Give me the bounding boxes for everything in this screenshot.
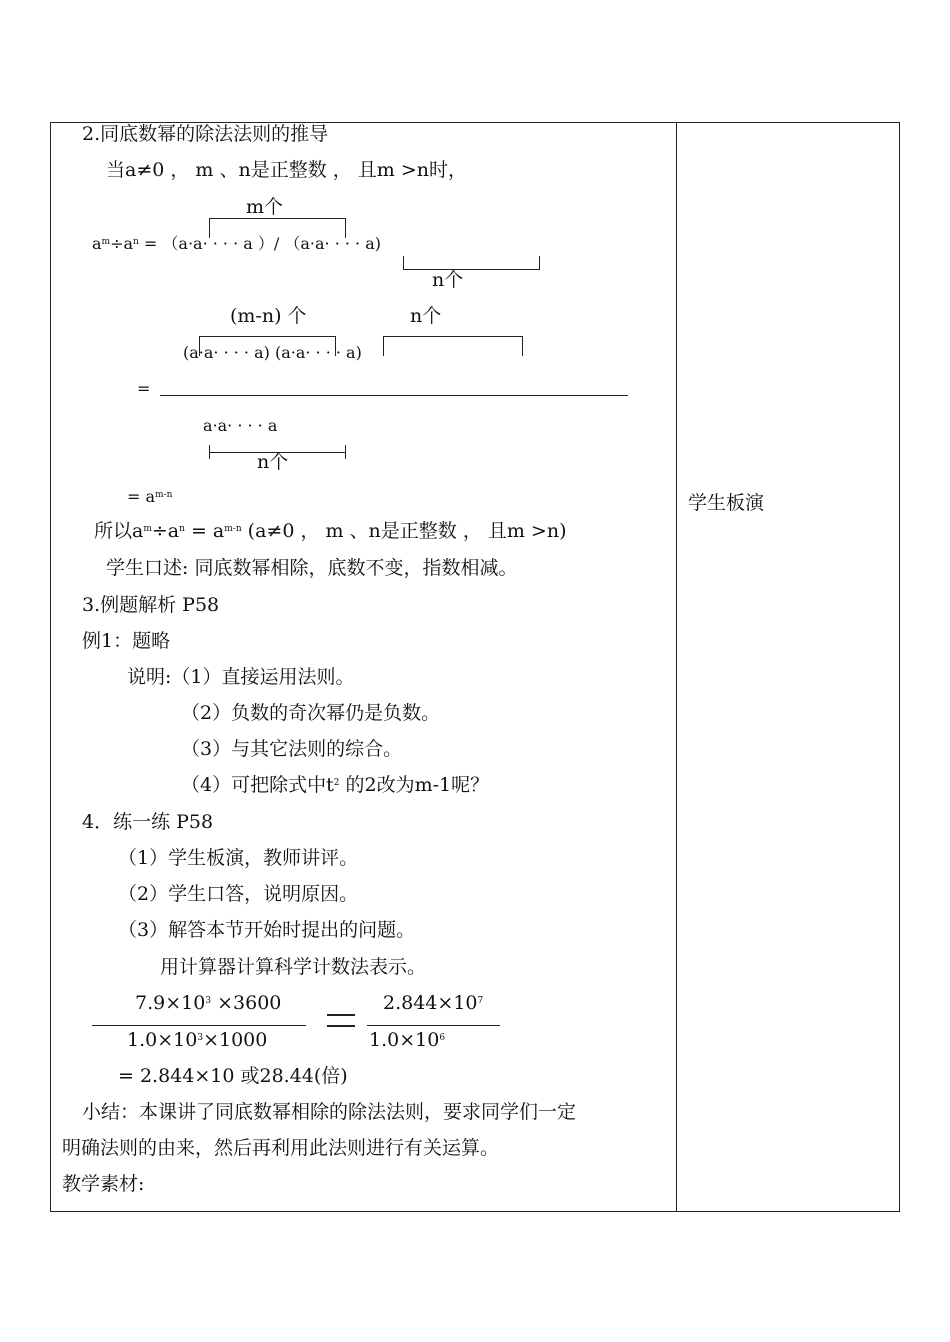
brace-bottom-right	[539, 256, 540, 270]
equation-1: $a^m\div a^n = (a\cdot a\cdot$ · · · a ）/ （a·a· · · · a)	[92, 234, 382, 253]
brace-den-left	[209, 445, 210, 459]
brace-num2-right	[522, 336, 523, 356]
practice-item-1: （1）学生板演，教师讲评。	[118, 847, 359, 869]
practice-item-3: （3）解答本节开始时提出的问题。	[118, 919, 416, 941]
numerator: (a·a· · · · a) (a·a· · · · a)	[183, 343, 362, 362]
denominator: a·a· · · · a	[203, 416, 278, 435]
practice-item-2: （2）学生口答，说明原因。	[118, 883, 359, 905]
brace-num2-left	[383, 336, 384, 356]
fraction-bar	[160, 395, 628, 396]
section-2-title: 2.同底数幂的除法法则的推导	[82, 123, 329, 145]
fraction-2-denominator: $1.0\times 10^6$	[369, 1029, 446, 1051]
fraction-1-bar	[92, 1025, 306, 1026]
condition-line: 当a≠0 ， m 、n是正整数 ， 且m >n时，	[106, 159, 468, 181]
brace-label-n: n个	[432, 269, 464, 291]
note-2: （2）负数的奇次幂仍是负数。	[181, 702, 441, 724]
column-divider	[676, 122, 677, 1212]
teaching-materials: 教学素材:	[62, 1173, 145, 1195]
brace-den-right	[345, 445, 346, 459]
calc-intro: 用计算器计算科学计数法表示。	[160, 956, 427, 978]
example-1: 例1：题略	[82, 630, 171, 652]
conclusion-line: 所以$a^m\div a^n = a^{m-n}$ (a≠0 ， m 、n是正整数 ， 且m >n)	[94, 520, 567, 542]
label-m-minus-n: (m-n) 个	[230, 305, 307, 327]
label-n: n个	[410, 305, 442, 327]
equals-sign: =	[137, 379, 151, 398]
summary-line-2: 明确法则的由来，然后再利用此法则进行有关运算。	[62, 1137, 500, 1159]
result-line: = $a^{m-n}$	[127, 487, 173, 506]
brace-bottom-left	[403, 256, 404, 270]
fraction-2-numerator: $2.844\times 10^7$	[383, 992, 484, 1014]
brace-num2-line	[383, 336, 523, 337]
equals-bottom	[327, 1025, 355, 1027]
section-4-title: 4．练一练 P58	[82, 811, 214, 833]
note-4: （4）可把除式中$t^2$ 的2改为m-1呢？	[181, 774, 490, 796]
note-1: 说明:（1）直接运用法则。	[127, 666, 355, 688]
section-3-title: 3.例题解析 P58	[82, 594, 220, 616]
calc-result: = 2.844×10 或28.44(倍)	[118, 1065, 348, 1087]
equals-top	[327, 1014, 355, 1016]
brace-top-line	[209, 218, 346, 219]
note-3: （3）与其它法则的综合。	[181, 738, 403, 760]
brace-num1-line	[199, 336, 336, 337]
brace-den-label: n个	[257, 451, 289, 473]
oral-statement: 学生口述: 同底数幂相除，底数不变，指数相减。	[106, 557, 518, 579]
fraction-1-denominator: $1.0\times 10^3\times 1000$	[127, 1029, 268, 1051]
brace-label-m: m个	[246, 196, 284, 218]
right-column-note: 学生板演	[688, 492, 765, 514]
summary-line-1: 小结：本课讲了同底数幂相除的除法法则，要求同学们一定	[82, 1101, 577, 1123]
brace-bottom-line	[403, 269, 540, 270]
fraction-1-numerator: $7.9\times 10^3 \times 3600$	[135, 992, 282, 1014]
fraction-2-bar	[367, 1025, 500, 1026]
